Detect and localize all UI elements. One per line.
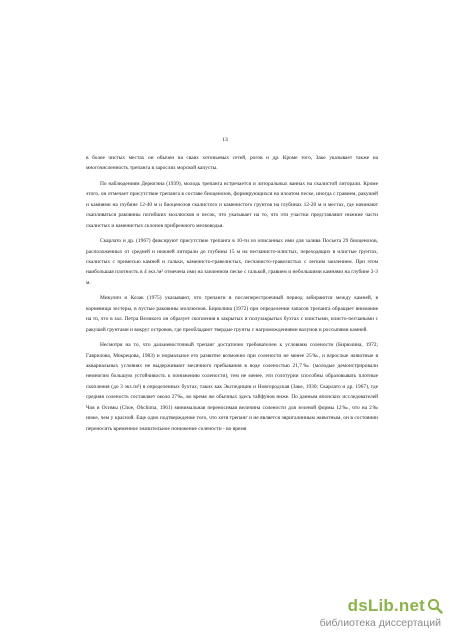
watermark — [300, 596, 445, 632]
page-number: 13 — [222, 137, 228, 143]
watermark-tagline: библиотека диссертаций — [319, 617, 441, 629]
paragraph: Микулич и Козак (1975) указывают, что трепанги в послеперестроечный период забираются между камней, в корневища зостеры, в пустые раковины моллюсков. Бирюлина (1972) при определении запасов трепанга обращает внимание на то, что в зал. Петра Великого он образует скопления в закрытых и полузакрытых бухтах с илистыми, илисто-песчаными с ракушей грунтами и вокруг островов, где преобладают твердые грунты с нагромождениями валунов и россыпями камней. — [86, 295, 378, 333]
paragraph: По наблюдениям Дерюгина (1939), молодь трепанга встречается и литоральных ваннах на скалистой литорали. Кроме этого, он отмечает присутствие трепанга в составе биоценозов, формирующихся на илоатом песке, иногда с гравием, ракушей и камнями на глубине 12-40 м и биоценозов скалистого и каменистого грунтов на глубинах 12-20 м и местах, где начинают скапливаться раковины погибших моллюсков и песок, что указывает на то, что эти участки представляют нижние части скалистых и каменистых склонов прибрежного мелководья. — [86, 181, 378, 229]
document-body — [86, 153, 378, 434]
watermark-logo — [348, 596, 443, 616]
paragraph: Несмотря на то, что дальневосточный трепанг достаточно требователен к условиям солености (Бирюлина, 1972; Гаврилова, Мокрецова, 1983) и нормальное его развитие возможно при солености не менее 25‰, и взрослые животные в аквариальных условиях не выдерживают месячного пребывания в воде соленостью 21,7‰ (молодые демонстрировали немногим большую устойчивость к понижению солености), тем не менее, эти голотурии способны образовывать плотные скопления (до 3 экз./м²) в определенных бухтах, таких как Экспедиции и Новгородская (Заке, 1930; Скарлато и др. 1967), где средняя соленость составляет около 27‰, во время же обычных здесь тайфунов ниже. По данным японских исследователей Чоя и Осимы (Choe, Ohchima, 1961) минимальная переносимая величина солености для зеленой формы 12‰, что на 2‰ ниже, чем у красной. Еще одно подтверждение того, что хотя трепанг и не является эвригалинным животным, он в состоянии переносить временное значительное понижение солености - во время — [86, 342, 378, 432]
paragraph: Скарлато и др. (1967) фиксируют присутствие трепанга в 10-ти из описанных ими для залива Посьета 29 биоценозов, расположенных от средней и нижней литорали до глубины 15 м на песчанисто-илистых, переходящих в илистые грунтах, скалистых с примесью камней и гальки, каменисто-гравелистых, песчанисто-гравелистых с легким заилением. При этом наибольшая плотность в 4 экз./м² отмечена ими на заиленном песке с галькой, гравием и небольшими камнями на глубине 2-3 м. — [86, 238, 378, 286]
magnifier-icon — [427, 598, 443, 614]
paragraph: в более чистых местах он обычен на сваях хотоньевых сетей, рогов и др. Кроме того, Заке указывает также на многочисленность трепанга в зарослях морской капусты. — [86, 155, 378, 172]
watermark-site-name: dsLib.net — [347, 596, 425, 615]
